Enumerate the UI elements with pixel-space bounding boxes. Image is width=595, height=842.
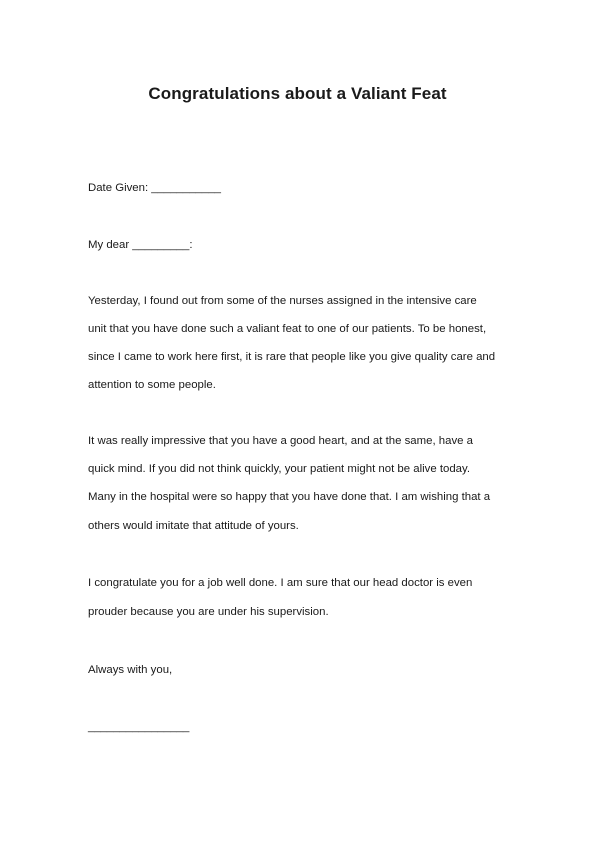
paragraph-1-line-4: attention to some people.: [88, 379, 216, 391]
paragraph-2-line-2: quick mind. If you did not think quickly, your patient might not be alive today.: [88, 463, 471, 475]
paragraph-2-line-4: others would imitate that attitude of yours.: [88, 520, 299, 532]
paragraph-3-line-1: I congratulate you for a job well done. I am sure that our head doctor is even: [88, 577, 473, 589]
paragraph-1-line-3: since I came to work here first, it is rare that people like you give quality care and: [88, 351, 496, 363]
paragraph-1-line-2: unit that you have done such a valiant feat to one of our patients. To be honest,: [88, 323, 487, 335]
closing-line: Always with you,: [88, 664, 173, 676]
page-title: Congratulations about a Valiant Feat: [148, 84, 447, 103]
signature-line: ________________: [88, 721, 190, 733]
paragraph-2-line-3: Many in the hospital were so happy that you have done that. I am wishing that a: [88, 491, 491, 503]
date-given-line: Date Given: ___________: [88, 182, 221, 194]
paragraph-2-line-1: It was really impressive that you have a good heart, and at the same, have a: [88, 435, 473, 447]
salutation-line: My dear _________:: [88, 239, 193, 251]
paragraph-1-line-1: Yesterday, I found out from some of the nurses assigned in the intensive care: [88, 295, 477, 307]
paragraph-3-line-2: prouder because you are under his supervision.: [88, 606, 329, 618]
